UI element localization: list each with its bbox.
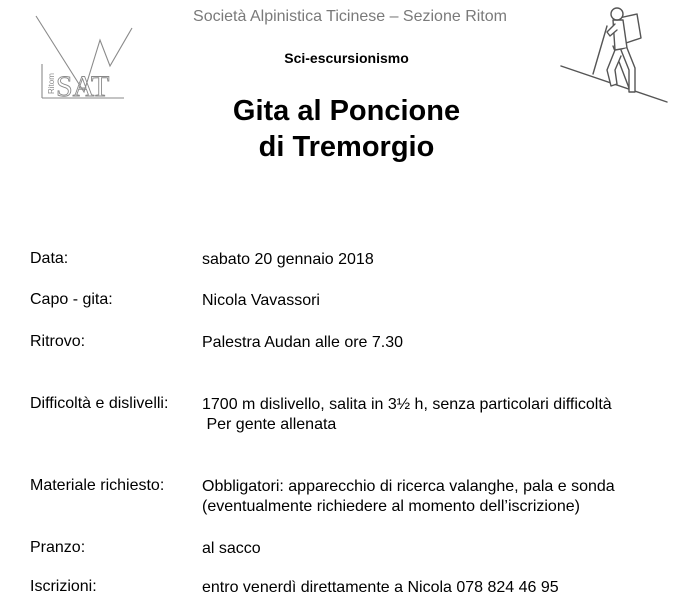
detail-label-difficulty: Difficoltà e dislivelli:	[30, 395, 169, 412]
detail-label-leader: Capo - gita:	[30, 291, 113, 308]
detail-value-equipment	[202, 477, 615, 517]
organization-name: Società Alpinistica Ticinese – Sezione Ritom	[193, 8, 507, 25]
detail-value-meeting: Palestra Audan alle ore 7.30	[202, 334, 404, 351]
logo-subtext: Ritom	[47, 73, 56, 94]
detail-value-lunch: al sacco	[202, 540, 261, 557]
page-title	[0, 93, 680, 165]
detail-value-date: sabato 20 gennaio 2018	[202, 251, 374, 268]
title-line-1: Gita al Poncione	[232, 95, 461, 127]
detail-value-registration: entro venerdì direttamente a Nicola 078 824 46 95	[202, 579, 559, 596]
detail-label-meeting: Ritrovo:	[30, 333, 86, 350]
activity-type: Sci-escursionismo	[284, 50, 409, 66]
detail-label-registration: Iscrizioni:	[30, 578, 97, 595]
detail-label-equipment: Materiale richiesto:	[30, 477, 165, 494]
detail-label-date: Data:	[30, 250, 69, 267]
equipment-line-1: Obbligatori: apparecchio di ricerca valanghe, pala e sonda	[202, 478, 615, 495]
equipment-line-2: (eventualmente richiedere al momento dell’iscrizione)	[202, 498, 580, 515]
difficulty-line-1: 1700 m dislivello, salita in 3½ h, senza particolari difficoltà	[202, 396, 612, 413]
detail-label-lunch: Pranzo:	[30, 539, 86, 556]
detail-value-leader: Nicola Vavassori	[202, 292, 320, 309]
title-line-2: di Tremorgio	[258, 131, 435, 163]
difficulty-line-2: Per gente allenata	[202, 416, 337, 433]
logo-text: SAT	[56, 70, 110, 103]
detail-value-difficulty	[202, 395, 612, 435]
